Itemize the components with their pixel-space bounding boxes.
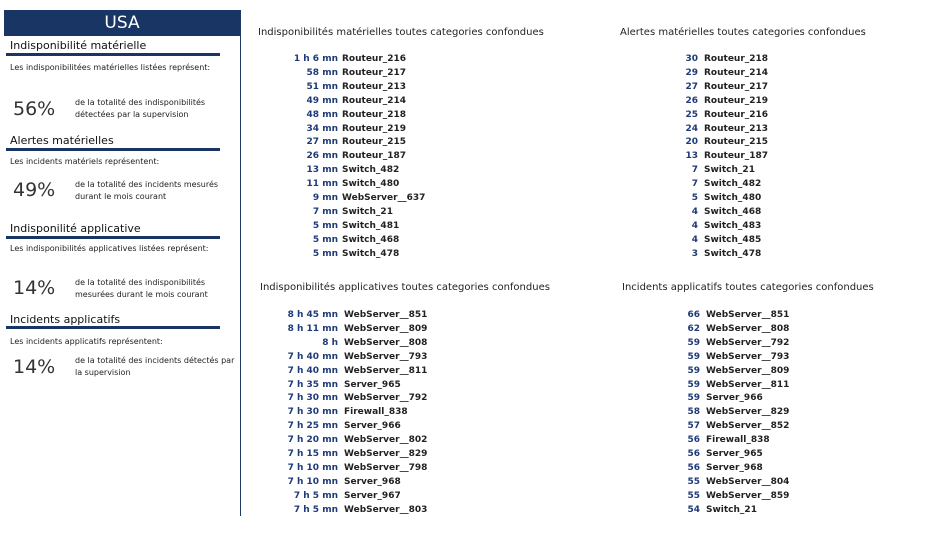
item-value: 55	[687, 476, 700, 487]
item-value: 7	[691, 165, 698, 176]
item-value: 59	[687, 365, 700, 376]
item-value: 58	[687, 407, 700, 418]
item-value: 55	[687, 490, 700, 501]
list-item	[620, 221, 920, 235]
item-name: WebServer__809	[706, 365, 790, 376]
section-description: Les incidents applicatifs représentent:	[10, 337, 163, 346]
item-name: Switch_478	[704, 248, 762, 259]
item-value: 34 mn	[306, 123, 338, 134]
percent-value: 56%	[13, 98, 56, 120]
summary-panel	[0, 10, 241, 516]
item-value: 49 mn	[306, 95, 338, 106]
item-name: WebServer__802	[344, 435, 428, 446]
section-title: Indisponibilité matérielle	[10, 39, 147, 52]
item-name: Routeur_214	[342, 95, 407, 106]
list-item	[260, 421, 560, 435]
item-value: 7 h 30 mn	[287, 393, 338, 404]
item-value: 25	[685, 109, 698, 120]
item-name: Switch_481	[342, 220, 400, 231]
item-name: Routeur_217	[704, 81, 769, 92]
list-item	[620, 124, 920, 138]
list-item	[260, 505, 560, 519]
list-item	[622, 393, 922, 407]
list-item	[258, 207, 558, 221]
item-value: 29	[685, 67, 698, 78]
item-name: Switch_21	[706, 504, 757, 515]
list-item	[620, 96, 920, 110]
item-name: Server_966	[706, 393, 763, 404]
item-value: 26 mn	[306, 151, 338, 162]
item-name: Routeur_215	[342, 137, 407, 148]
list-item	[258, 235, 558, 249]
item-name: Server_966	[344, 421, 401, 432]
list-item	[622, 421, 922, 435]
list-item	[260, 477, 560, 491]
item-value: 59	[687, 379, 700, 390]
percent-value: 14%	[13, 277, 56, 299]
panel-title: Indisponibilités matérielles toutes categories confondues	[258, 27, 544, 38]
item-name: Server_965	[706, 449, 763, 459]
item-name: Server_968	[344, 476, 401, 487]
item-value: 1 h 6 mn	[293, 54, 338, 64]
list-item	[258, 179, 558, 193]
item-value: 11 mn	[306, 179, 338, 190]
list-item	[260, 338, 560, 352]
item-name: WebServer__811	[344, 365, 428, 376]
item-value: 5 mn	[312, 248, 338, 259]
item-name: Switch_485	[704, 234, 762, 245]
item-value: 62	[687, 323, 700, 334]
list-item	[620, 137, 920, 151]
item-name: WebServer__808	[344, 337, 428, 348]
list-item	[620, 110, 920, 124]
item-name: Routeur_218	[342, 109, 407, 120]
list-item	[622, 338, 922, 352]
item-name: Switch_482	[704, 179, 762, 190]
item-name: Routeur_219	[342, 123, 407, 134]
item-name: Switch_483	[704, 220, 762, 231]
application-incidents-panel	[622, 282, 922, 522]
list-item	[620, 68, 920, 82]
item-name: Routeur_213	[342, 81, 407, 92]
item-value: 7 h 15 mn	[287, 449, 338, 459]
item-value: 7 mn	[312, 206, 338, 217]
item-name: WebServer__803	[344, 504, 428, 515]
item-value: 4	[691, 206, 698, 217]
list-item	[258, 96, 558, 110]
item-name: Switch_480	[342, 179, 400, 190]
section-divider	[6, 326, 220, 329]
list-item	[260, 449, 560, 463]
item-value: 56	[687, 435, 700, 446]
list-item	[622, 352, 922, 366]
item-value: 59	[687, 337, 700, 348]
item-value: 51 mn	[306, 81, 338, 92]
item-name: Switch_468	[704, 206, 762, 217]
item-value: 7 h 5 mn	[293, 490, 338, 501]
item-value: 5 mn	[312, 234, 338, 245]
item-value: 9 mn	[312, 193, 338, 203]
list-item	[260, 352, 560, 366]
list-item	[258, 151, 558, 165]
list-item	[258, 68, 558, 82]
item-value: 54	[687, 504, 700, 515]
list-item	[260, 463, 560, 477]
item-name: Switch_21	[704, 165, 755, 176]
list-item	[258, 110, 558, 124]
hardware-alerts-panel	[620, 27, 920, 267]
item-name: WebServer__798	[344, 462, 428, 473]
item-name: WebServer__793	[344, 351, 428, 362]
application-downtime-panel	[260, 282, 590, 522]
item-name: WebServer__808	[706, 323, 790, 334]
item-name: Routeur_216	[342, 54, 407, 64]
item-value: 7 h 20 mn	[287, 435, 338, 446]
item-value: 4	[691, 234, 698, 245]
percent-description: de la totalité des incidents mesurés durant le mois courant	[75, 180, 219, 201]
item-value: 56	[687, 449, 700, 459]
item-value: 13 mn	[306, 165, 338, 176]
item-name: Server_967	[344, 490, 401, 501]
section-description: Les incidents matériels représentent:	[10, 157, 160, 166]
item-name: Switch_21	[342, 206, 393, 217]
list-item	[260, 407, 560, 421]
item-value: 48 mn	[306, 109, 338, 120]
hardware-downtime-panel	[258, 27, 588, 267]
item-value: 7 h 5 mn	[293, 504, 338, 515]
item-value: 26	[685, 95, 698, 106]
item-value: 5	[691, 193, 698, 203]
panel-title: Incidents applicatifs toutes categories confondues	[622, 282, 874, 293]
item-name: Firewall_838	[344, 407, 408, 418]
item-value: 3	[691, 248, 698, 259]
item-name: WebServer__859	[706, 490, 790, 501]
list-item	[258, 165, 558, 179]
list-item	[258, 54, 558, 68]
item-name: WebServer__637	[342, 193, 426, 203]
percent-description: de la totalité des incidents détectés par la supervision	[75, 356, 235, 377]
list-item	[620, 151, 920, 165]
item-name: WebServer__829	[706, 407, 790, 418]
list-item	[622, 505, 922, 519]
item-name: WebServer__851	[344, 310, 428, 320]
item-value: 7 h 10 mn	[287, 476, 338, 487]
item-name: WebServer__851	[706, 310, 790, 320]
item-name: WebServer__792	[344, 393, 428, 404]
percent-description: de la totalité des indisponibilités détectées par la supervision	[75, 98, 206, 119]
item-value: 57	[687, 421, 700, 432]
percent-description: de la totalité des indisponibilités mesurées durant le mois courant	[75, 278, 208, 299]
list-item	[258, 249, 558, 263]
section-divider	[6, 236, 220, 239]
item-name: Routeur_216	[704, 109, 769, 120]
item-value: 7 h 40 mn	[287, 351, 338, 362]
section-divider	[6, 148, 220, 151]
item-name: WebServer__792	[706, 337, 790, 348]
section-title: Indisponilité applicative	[10, 222, 141, 235]
section-description: Les indisponibilitées matérielles listées représent:	[10, 63, 211, 72]
item-value: 56	[687, 462, 700, 473]
item-value: 58 mn	[306, 67, 338, 78]
item-name: WebServer__793	[706, 351, 790, 362]
section-description: Les indisponibilités applicatives listées représent:	[10, 244, 209, 253]
list-item	[620, 165, 920, 179]
item-value: 8 h	[322, 337, 338, 348]
item-name: Routeur_187	[704, 151, 769, 162]
list-item	[260, 366, 560, 380]
percent-value: 14%	[13, 356, 56, 378]
item-name: WebServer__811	[706, 379, 790, 390]
list-item	[622, 463, 922, 477]
item-name: Routeur_214	[704, 67, 769, 78]
item-value: 30	[685, 54, 698, 64]
list-item	[258, 221, 558, 235]
section-title: Incidents applicatifs	[10, 313, 121, 326]
item-value: 8 h 45 mn	[287, 310, 338, 320]
item-value: 59	[687, 393, 700, 404]
panel-title: Indisponibilités applicatives toutes categories confondues	[260, 282, 550, 293]
item-value: 7 h 30 mn	[287, 407, 338, 418]
percent-value: 49%	[13, 179, 56, 201]
list-item	[620, 207, 920, 221]
item-value: 8 h 11 mn	[287, 323, 338, 334]
list-item	[258, 137, 558, 151]
item-value: 13	[685, 151, 698, 162]
list-item	[258, 82, 558, 96]
section-title: Alertes matérielles	[10, 134, 114, 147]
list-item	[620, 193, 920, 207]
list-item	[620, 54, 920, 68]
list-item	[260, 310, 560, 324]
item-name: Routeur_218	[704, 54, 769, 64]
list-item	[622, 324, 922, 338]
item-name: Routeur_213	[704, 123, 769, 134]
item-name: Switch_480	[704, 193, 762, 203]
list-item	[622, 435, 922, 449]
list-item	[620, 235, 920, 249]
list-item	[258, 193, 558, 207]
list-item	[622, 407, 922, 421]
list-item	[620, 179, 920, 193]
item-name: Firewall_838	[706, 435, 770, 446]
list-item	[620, 249, 920, 263]
item-value: 24	[685, 123, 698, 134]
list-item	[260, 324, 560, 338]
list-item	[622, 366, 922, 380]
item-name: WebServer__809	[344, 323, 428, 334]
list-item	[622, 449, 922, 463]
item-name: Server_965	[344, 379, 401, 390]
list-item	[622, 491, 922, 505]
country-header: USA	[4, 10, 240, 36]
item-name: Routeur_219	[704, 95, 769, 106]
item-name: Server_968	[706, 462, 763, 473]
item-value: 20	[685, 137, 698, 148]
item-value: 7 h 25 mn	[287, 421, 338, 432]
list-item	[258, 124, 558, 138]
item-name: Routeur_187	[342, 151, 407, 162]
item-name: Routeur_215	[704, 137, 769, 148]
item-value: 5 mn	[312, 220, 338, 231]
list-item	[622, 310, 922, 324]
item-value: 7 h 40 mn	[287, 365, 338, 376]
item-value: 7	[691, 179, 698, 190]
item-name: Switch_482	[342, 165, 400, 176]
item-name: WebServer__804	[706, 476, 790, 487]
list-item	[260, 393, 560, 407]
item-name: WebServer__829	[344, 449, 428, 459]
list-item	[622, 477, 922, 491]
list-item	[622, 380, 922, 394]
section-divider	[6, 53, 220, 56]
item-name: Routeur_217	[342, 67, 407, 78]
item-value: 7 h 35 mn	[287, 379, 338, 390]
list-item	[260, 435, 560, 449]
list-item	[260, 380, 560, 394]
panel-title: Alertes matérielles toutes categories confondues	[620, 27, 866, 38]
item-value: 27	[685, 81, 698, 92]
list-item	[620, 82, 920, 96]
item-name: WebServer__852	[706, 421, 790, 432]
item-value: 66	[687, 310, 700, 320]
item-name: Switch_468	[342, 234, 400, 245]
item-value: 7 h 10 mn	[287, 462, 338, 473]
list-item	[260, 491, 560, 505]
item-name: Switch_478	[342, 248, 400, 259]
item-value: 4	[691, 220, 698, 231]
item-value: 27 mn	[306, 137, 338, 148]
item-value: 59	[687, 351, 700, 362]
